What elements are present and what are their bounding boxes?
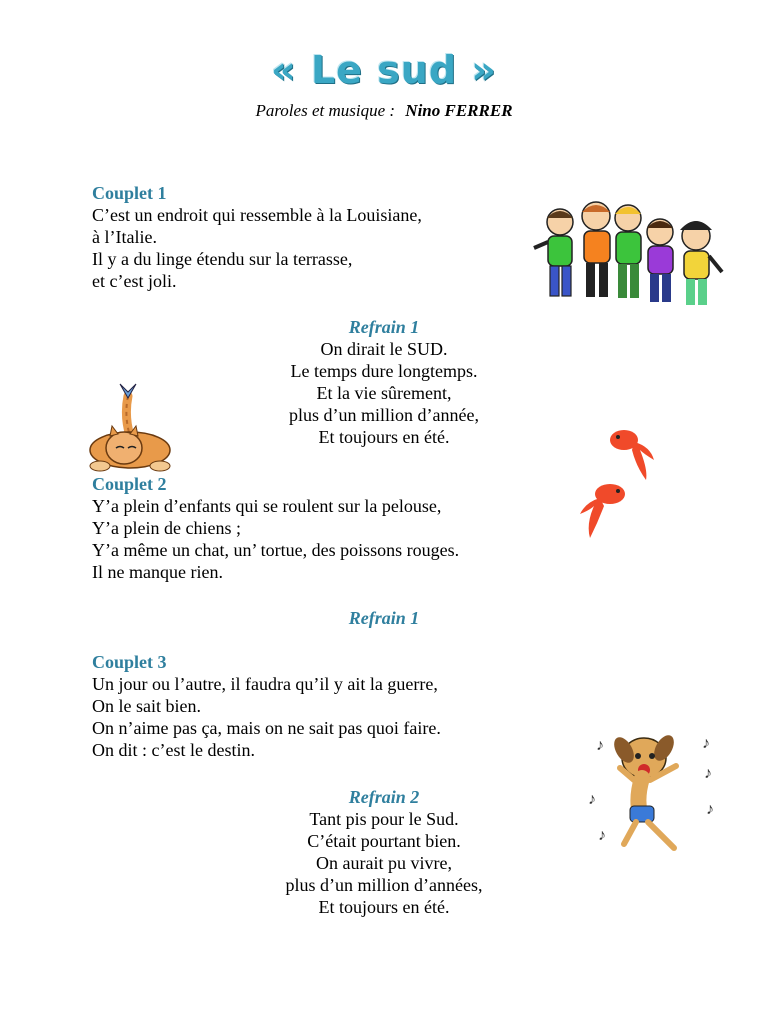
credits-label: Paroles et musique : [255,101,396,120]
lyric-line: On n’aime pas ça, mais on ne sait pas quoi faire. [92,718,441,738]
refrain-1-repeat-heading: Refrain 1 [348,608,420,628]
refrain-1-repeat [0,607,768,629]
lyric-line: Y’a plein d’enfants qui se roulent sur la pelouse, [92,496,442,516]
lyric-line: plus d’un million d’année, [289,405,479,425]
lyric-line: Et la vie sûrement, [316,383,452,403]
couplet-2 [92,473,459,583]
music-note-icon: ♪ [702,735,710,752]
child-figure [680,221,722,305]
lyric-line: On le sait bien. [92,696,201,716]
refrain-2-heading: Refrain 2 [348,787,420,807]
couplet-1-heading: Couplet 1 [92,183,167,203]
lyric-line: On dit : c’est le destin. [92,740,255,760]
lyric-line: Il ne manque rien. [92,562,223,582]
music-note-icon: ♪ [704,765,712,782]
lyric-line: Il y a du linge étendu sur la terrasse, [92,249,353,269]
couplet-3 [92,651,441,761]
couplet-1 [92,182,422,292]
lyric-line: Tant pis pour le Sud. [309,809,459,829]
lyric-line: Un jour ou l’autre, il faudra qu’il y ait la guerre, [92,674,438,694]
child-figure [647,219,673,302]
couplet-3-heading: Couplet 3 [92,652,167,672]
lyric-line: On dirait le SUD. [320,339,448,359]
child-figure [534,209,573,296]
children-illustration [528,198,724,316]
lyric-line: à l’Italie. [92,227,157,247]
cat-illustration [84,376,176,474]
goldfish-illustration [604,424,662,482]
goldfish-illustration [576,480,632,542]
lyric-line: et c’est joli. [92,271,177,291]
lyric-line: On aurait pu vivre, [316,853,452,873]
music-note-icon: ♪ [588,791,596,808]
lyric-line: C’était pourtant bien. [307,831,461,851]
music-note-icon: ♪ [596,737,604,754]
credits-author: Nino FERRER [405,101,513,120]
child-figure [615,205,641,298]
song-title: « Le sud » [271,48,497,92]
song-credits [0,101,768,121]
music-note-icon: ♪ [706,801,714,818]
lyric-line: C’est un endroit qui ressemble à la Louisiane, [92,205,422,225]
couplet-2-heading: Couplet 2 [92,474,167,494]
lyric-line: Et toujours en été. [318,427,450,447]
lyric-line: Y’a plein de chiens ; [92,518,241,538]
lyric-line: plus d’un million d’années, [285,875,483,895]
lyric-line: Le temps dure longtemps. [290,361,478,381]
music-note-icon: ♪ [598,827,606,844]
dancing-dog-illustration [584,728,720,860]
child-figure [582,202,610,297]
refrain-1-heading: Refrain 1 [348,317,420,337]
lyric-line: Y’a même un chat, un’ tortue, des poissons rouges. [92,540,460,560]
lyric-line: Et toujours en été. [318,897,450,917]
